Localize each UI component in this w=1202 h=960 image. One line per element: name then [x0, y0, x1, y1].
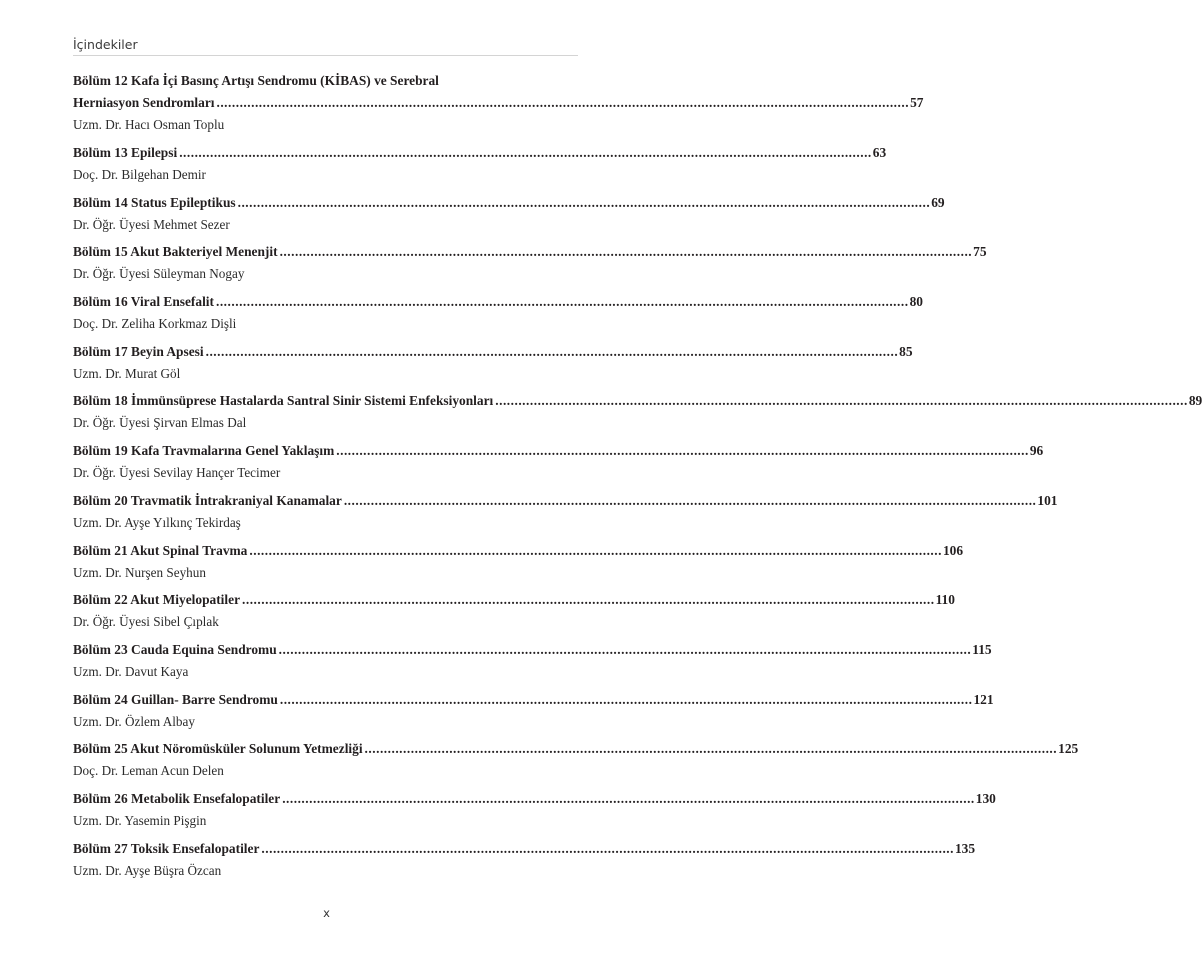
- chapter-title-line: [73, 490, 1058, 512]
- toc-entry: [73, 540, 964, 590]
- chapter-author: Doç. Dr. Leman Acun Delen: [73, 763, 224, 779]
- toc-entry: [73, 390, 1202, 440]
- dot-leader: ....................................................................................................................................................................................: [336, 443, 1029, 459]
- chapter-title-line: [73, 390, 1202, 412]
- toc-entry: [73, 291, 923, 341]
- toc-entry: [73, 490, 1058, 540]
- page-number: 69: [931, 194, 945, 210]
- chapter-title: Bölüm 13 Epilepsi: [73, 145, 178, 160]
- chapter-title-line: [73, 639, 992, 661]
- dot-leader: ....................................................................................................................................................................................: [261, 840, 954, 856]
- toc-entry: [73, 589, 955, 639]
- chapter-author: Dr. Öğr. Üyesi Şirvan Elmas Dal: [73, 415, 247, 431]
- toc-entry: [73, 738, 1079, 788]
- page-number: 125: [1058, 741, 1079, 757]
- page-number: 110: [935, 592, 955, 608]
- toc-entry: [73, 192, 945, 242]
- chapter-title: Bölüm 24 Guillan- Barre Sendromu: [73, 691, 278, 707]
- page-folio: x: [323, 906, 330, 920]
- page-number: 135: [954, 840, 976, 856]
- chapter-title-line: [73, 738, 1079, 760]
- chapter-title: Bölüm 25 Akut Nöromüsküler Solunum Yetmezliği: [73, 741, 363, 757]
- dot-leader: ....................................................................................................................................................................................: [364, 741, 1058, 757]
- toc-entry: [73, 838, 976, 888]
- chapter-author: Uzm. Dr. Hacı Osman Toplu: [73, 117, 225, 132]
- page-number: 101: [1037, 492, 1058, 508]
- chapter-title: Bölüm 27 Toksik Ensefalopatiler: [73, 840, 260, 856]
- toc-entry: [73, 70, 924, 142]
- toc-entry: [73, 241, 987, 291]
- chapter-title: Bölüm 20 Travmatik İntrakraniyal Kanamalar: [73, 492, 342, 508]
- page-number: 121: [973, 691, 994, 707]
- dot-leader: ....................................................................................................................................................................................: [279, 691, 973, 707]
- chapter-title-line: [73, 192, 945, 214]
- dot-leader: ....................................................................................................................................................................................: [216, 95, 910, 110]
- chapter-title: Bölüm 22 Akut Miyelopatiler: [73, 592, 241, 608]
- chapter-author: Uzm. Dr. Murat Göl: [73, 365, 181, 381]
- chapter-title: Bölüm 23 Cauda Equina Sendromu: [73, 641, 277, 657]
- dot-leader: ....................................................................................................................................................................................: [242, 592, 935, 608]
- chapter-title-line: [73, 838, 976, 860]
- page-number: 75: [973, 244, 987, 260]
- chapter-author: Dr. Öğr. Üyesi Süleyman Nogay: [73, 266, 245, 282]
- chapter-title-line: [73, 589, 955, 611]
- chapter-title-line: [73, 341, 913, 363]
- chapter-title: Bölüm 15 Akut Bakteriyel Menenjit: [73, 244, 278, 260]
- dot-leader: ....................................................................................................................................................................................: [215, 294, 909, 310]
- toc-entry: [73, 689, 994, 739]
- chapter-title-line: [73, 92, 924, 114]
- dot-leader: ....................................................................................................................................................................................: [282, 790, 975, 806]
- dot-leader: ....................................................................................................................................................................................: [278, 641, 972, 657]
- chapter-title: Bölüm 17 Beyin Apsesi: [73, 343, 204, 359]
- dot-leader: ....................................................................................................................................................................................: [179, 145, 872, 160]
- chapter-title: Bölüm 26 Metabolik Ensefalopatiler: [73, 790, 281, 806]
- chapter-title: Bölüm 19 Kafa Travmalarına Genel Yaklaşım: [73, 443, 335, 459]
- chapter-title-line: [73, 788, 996, 810]
- page-number: 85: [899, 343, 913, 359]
- chapter-title: Herniasyon Sendromları: [73, 95, 215, 110]
- chapter-title-line: [73, 440, 1044, 462]
- toc-entry: [73, 142, 887, 192]
- chapter-title-line: [73, 241, 987, 263]
- table-of-contents: [73, 70, 1202, 887]
- dot-leader: ....................................................................................................................................................................................: [279, 244, 973, 260]
- chapter-author: Dr. Öğr. Üyesi Mehmet Sezer: [73, 216, 230, 232]
- chapter-title: Bölüm 21 Akut Spinal Travma: [73, 542, 248, 558]
- page-number: 106: [942, 542, 964, 558]
- chapter-title: Bölüm 16 Viral Ensefalit: [73, 294, 214, 310]
- page-number: 115: [972, 641, 992, 657]
- chapter-title: Bölüm 14 Status Epileptikus: [73, 194, 236, 210]
- page-number: 57: [910, 95, 924, 110]
- page-number: 130: [975, 790, 996, 806]
- chapter-title-line: [73, 540, 964, 562]
- page-number: 80: [909, 294, 923, 310]
- dot-leader: ....................................................................................................................................................................................: [237, 194, 931, 210]
- chapter-author: Uzm. Dr. Ayşe Büşra Özcan: [73, 862, 222, 878]
- chapter-title-line: [73, 689, 994, 711]
- toc-entry: [73, 639, 992, 689]
- chapter-author: Uzm. Dr. Ayşe Yılkınç Tekirdaş: [73, 514, 241, 530]
- chapter-author: Dr. Öğr. Üyesi Sibel Çıplak: [73, 614, 219, 630]
- chapter-title-line: [73, 142, 887, 164]
- dot-leader: ....................................................................................................................................................................................: [249, 542, 942, 558]
- chapter-author: Uzm. Dr. Davut Kaya: [73, 663, 189, 679]
- chapter-author: Doç. Dr. Bilgehan Demir: [73, 167, 206, 182]
- chapter-title-line-1: Bölüm 12 Kafa İçi Basınç Artışı Sendromu (KİBAS) ve Serebral: [73, 73, 439, 88]
- page-number: 89: [1188, 393, 1202, 409]
- page-number: 63: [872, 145, 887, 160]
- dot-leader: ....................................................................................................................................................................................: [495, 393, 1188, 409]
- chapter-author: Uzm. Dr. Yasemin Pişgin: [73, 812, 207, 828]
- chapter-author: Uzm. Dr. Özlem Albay: [73, 713, 195, 729]
- toc-entry: [73, 341, 913, 391]
- toc-entry: [73, 788, 996, 838]
- chapter-author: Uzm. Dr. Nurşen Seyhun: [73, 564, 206, 580]
- chapter-title-line: [73, 291, 923, 313]
- toc-entry: [73, 440, 1044, 490]
- chapter-title: Bölüm 18 İmmünsüprese Hastalarda Santral Sinir Sistemi Enfeksiyonları: [73, 393, 494, 409]
- dot-leader: ....................................................................................................................................................................................: [343, 492, 1037, 508]
- chapter-author: Dr. Öğr. Üyesi Sevilay Hançer Tecimer: [73, 465, 281, 481]
- chapter-author: Doç. Dr. Zeliha Korkmaz Dişli: [73, 316, 237, 332]
- dot-leader: ....................................................................................................................................................................................: [205, 343, 899, 359]
- running-header: İçindekiler: [73, 37, 578, 56]
- page-number: 96: [1029, 443, 1044, 459]
